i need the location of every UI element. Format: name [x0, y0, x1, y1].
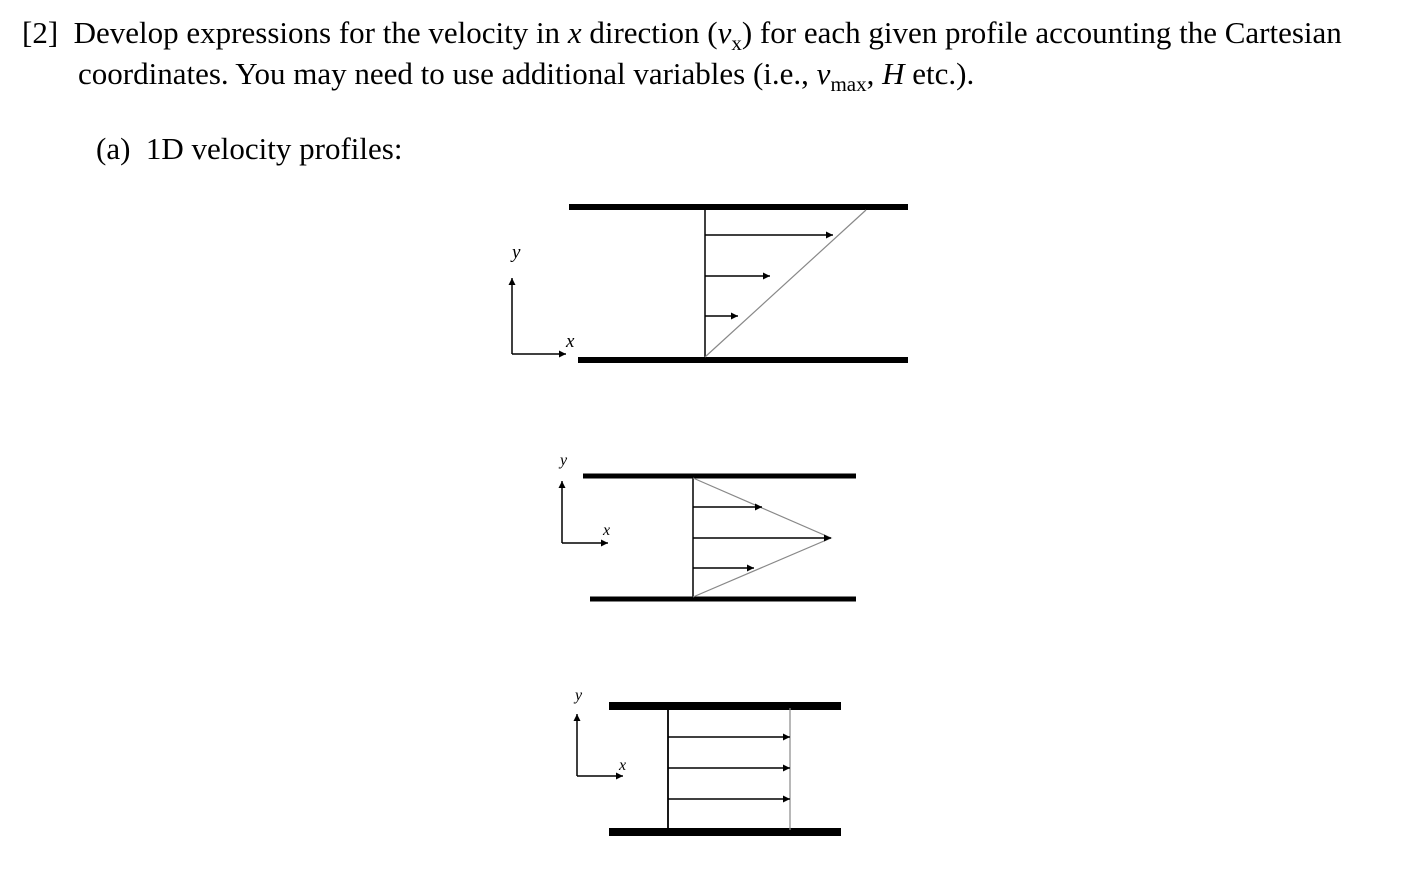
diagram-triangular-profile [558, 452, 856, 599]
question-number: [2] [22, 15, 59, 50]
v-subscript: x [731, 31, 742, 55]
question-text-mid: direction ( [589, 15, 718, 50]
x-axis-label: x [566, 331, 575, 352]
question-text-1: Develop expressions for the velocity in [73, 15, 561, 50]
question-text-end: ) for each given profile accounting the Cartesian [741, 15, 1342, 50]
vmax-variable: v [816, 56, 831, 91]
v-variable: v [717, 15, 732, 50]
profile-envelope-line [705, 210, 866, 357]
y-axis-label: y [560, 452, 568, 469]
y-axis-label: y [512, 242, 521, 263]
diagram-uniform-profile [573, 687, 841, 832]
question-text-2: coordinates. You may need to use additional variables (i.e., [78, 56, 809, 91]
y-axis-label: y [575, 687, 583, 704]
vmax-subscript: max [830, 72, 867, 96]
question-text-2-end: etc.). [912, 56, 975, 91]
h-variable: H [882, 56, 905, 91]
comma: , [866, 56, 875, 91]
x-variable: x [567, 15, 582, 50]
x-axis-label: x [619, 757, 627, 774]
part-a-label: (a) [96, 131, 131, 166]
diagram-linear-profile [510, 207, 908, 360]
x-axis-label: x [603, 522, 611, 539]
part-a-text: 1D velocity profiles: [145, 131, 403, 166]
